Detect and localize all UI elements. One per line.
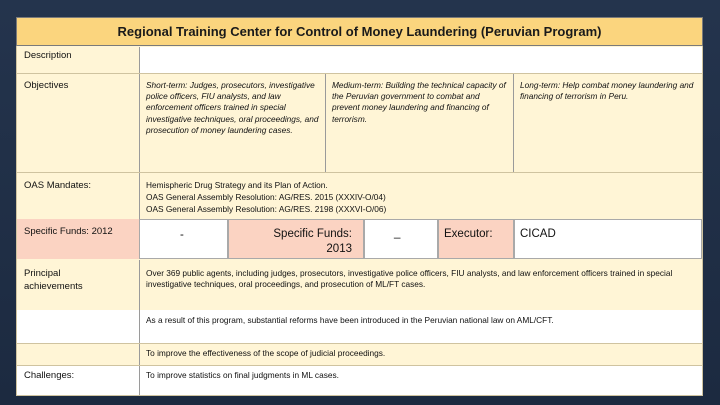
oas-mandate-line: OAS General Assembly Resolution: AG/RES. 2015 (XXXIV-O/04) — [146, 192, 386, 202]
objective-short-term: Short-term: Judges, prosecutors, investigative police officers, FIU analysts, and law enforcement officers trained in special investigative techniques, oral proceedings, and prosecution of money laundering cases. — [146, 80, 319, 135]
funds-2013-value: _ — [394, 227, 401, 239]
principal-achievements-label: Principal achievements — [24, 268, 83, 292]
funds-2013-value-cell — [364, 219, 438, 259]
achievements-reform-text: As a result of this program, substantial reforms have been introduced in the Peruvian national law on AML/CFT. — [146, 315, 554, 325]
oas-mandate-line: OAS General Assembly Resolution: AG/RES. 2198 (XXXVI-O/06) — [146, 204, 387, 214]
challenge-text: To improve statistics on final judgments in ML cases. — [146, 370, 339, 380]
objective-medium-term: Medium-term: Building the technical capacity of the Peruvian government to combat and prevent money laundering and financing of terrorism. — [332, 80, 506, 124]
specific-funds-2013-label: Specific Funds: 2013 — [273, 228, 352, 255]
achievements-blank-cell — [17, 310, 139, 343]
achievements-text: Over 369 public agents, including judges, prosecutors, investigative police officers, FIU analysts, and law enforcement officers trained in special investigative techniques, oral proceedings, and prosecution of ML/FT cases. — [146, 268, 673, 290]
oas-mandate-line: Hemispheric Drug Strategy and its Plan of Action. — [146, 180, 328, 190]
objective-divider — [513, 74, 514, 172]
objective-long-term: Long-term: Help combat money laundering and financing of terrorism in Peru. — [520, 80, 694, 102]
description-value-cell — [139, 47, 702, 73]
objective-divider — [325, 74, 326, 172]
objectives-label: Objectives — [24, 80, 69, 91]
executor-label: Executor: — [444, 228, 493, 240]
oas-mandates-label: OAS Mandates: — [24, 180, 92, 191]
specific-funds-2012-label: Specific Funds: 2012 — [24, 226, 113, 237]
challenge-text: To improve the effectiveness of the scope of judicial proceedings. — [146, 348, 386, 358]
funds-2012-value: - — [180, 229, 184, 241]
challenges-label: Challenges: — [24, 370, 75, 381]
executor-value: CICAD — [520, 228, 556, 240]
description-label: Description — [24, 50, 72, 61]
page-title: Regional Training Center for Control of Money Laundering (Peruvian Program) — [16, 17, 703, 46]
